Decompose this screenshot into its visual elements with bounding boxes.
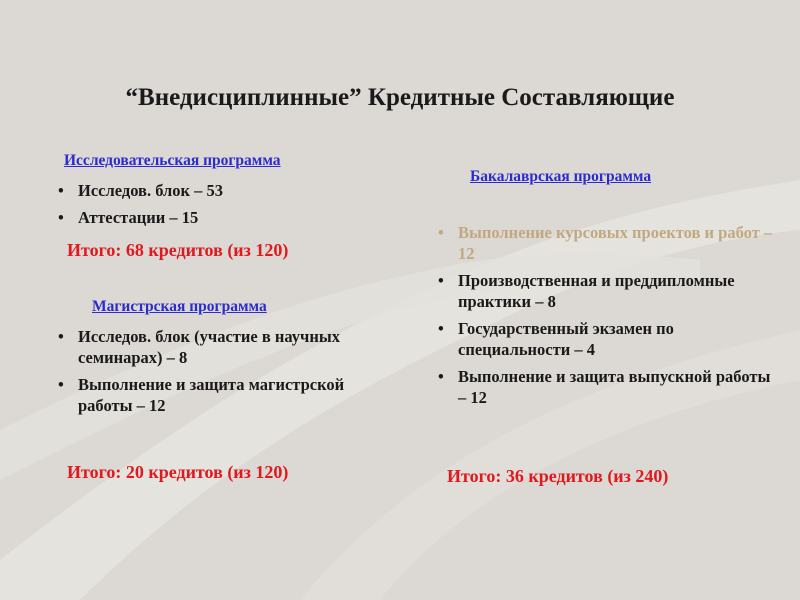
bullet-icon: •	[58, 375, 64, 394]
list-item: • Исследов. блок (участие в научных семинарах) – 8	[58, 327, 341, 367]
list-item: • Исследов. блок – 53	[58, 181, 224, 200]
list-item: • Аттестации – 15	[58, 208, 199, 227]
bachelor-program-link[interactable]: Бакалаврская программа	[470, 168, 652, 185]
bachelor-program-list	[436, 222, 781, 414]
bullet-icon: •	[58, 327, 64, 346]
slide-title: “Внедисциплинные” Кредитные Составляющие	[125, 84, 675, 111]
bachelor-total: Итого: 36 кредитов (из 240)	[447, 466, 669, 486]
list-item: • Выполнение и защита магистрской работы – 12	[58, 375, 345, 415]
list-item: • Выполнение курсовых проектов и работ – 12	[438, 223, 773, 263]
master-total: Итого: 20 кредитов (из 120)	[67, 462, 289, 482]
list-item: • Выполнение и защита выпускной работы – 12	[438, 367, 771, 407]
bullet-icon: •	[438, 319, 444, 338]
bullet-icon: •	[438, 271, 444, 290]
research-total: Итого: 68 кредитов (из 120)	[67, 240, 289, 260]
research-program-list	[56, 180, 386, 234]
bullet-icon: •	[438, 367, 444, 386]
bullet-icon: •	[438, 223, 444, 242]
research-program-link[interactable]: Исследовательская программа	[64, 152, 281, 169]
list-item: • Производственная и преддипломные практики – 8	[438, 271, 735, 311]
bullet-icon: •	[58, 181, 64, 200]
master-program-list	[56, 326, 376, 422]
list-item: • Государственный экзамен по специальности – 4	[438, 319, 674, 359]
bullet-icon: •	[58, 208, 64, 227]
master-program-link[interactable]: Магистрская программа	[92, 298, 267, 315]
